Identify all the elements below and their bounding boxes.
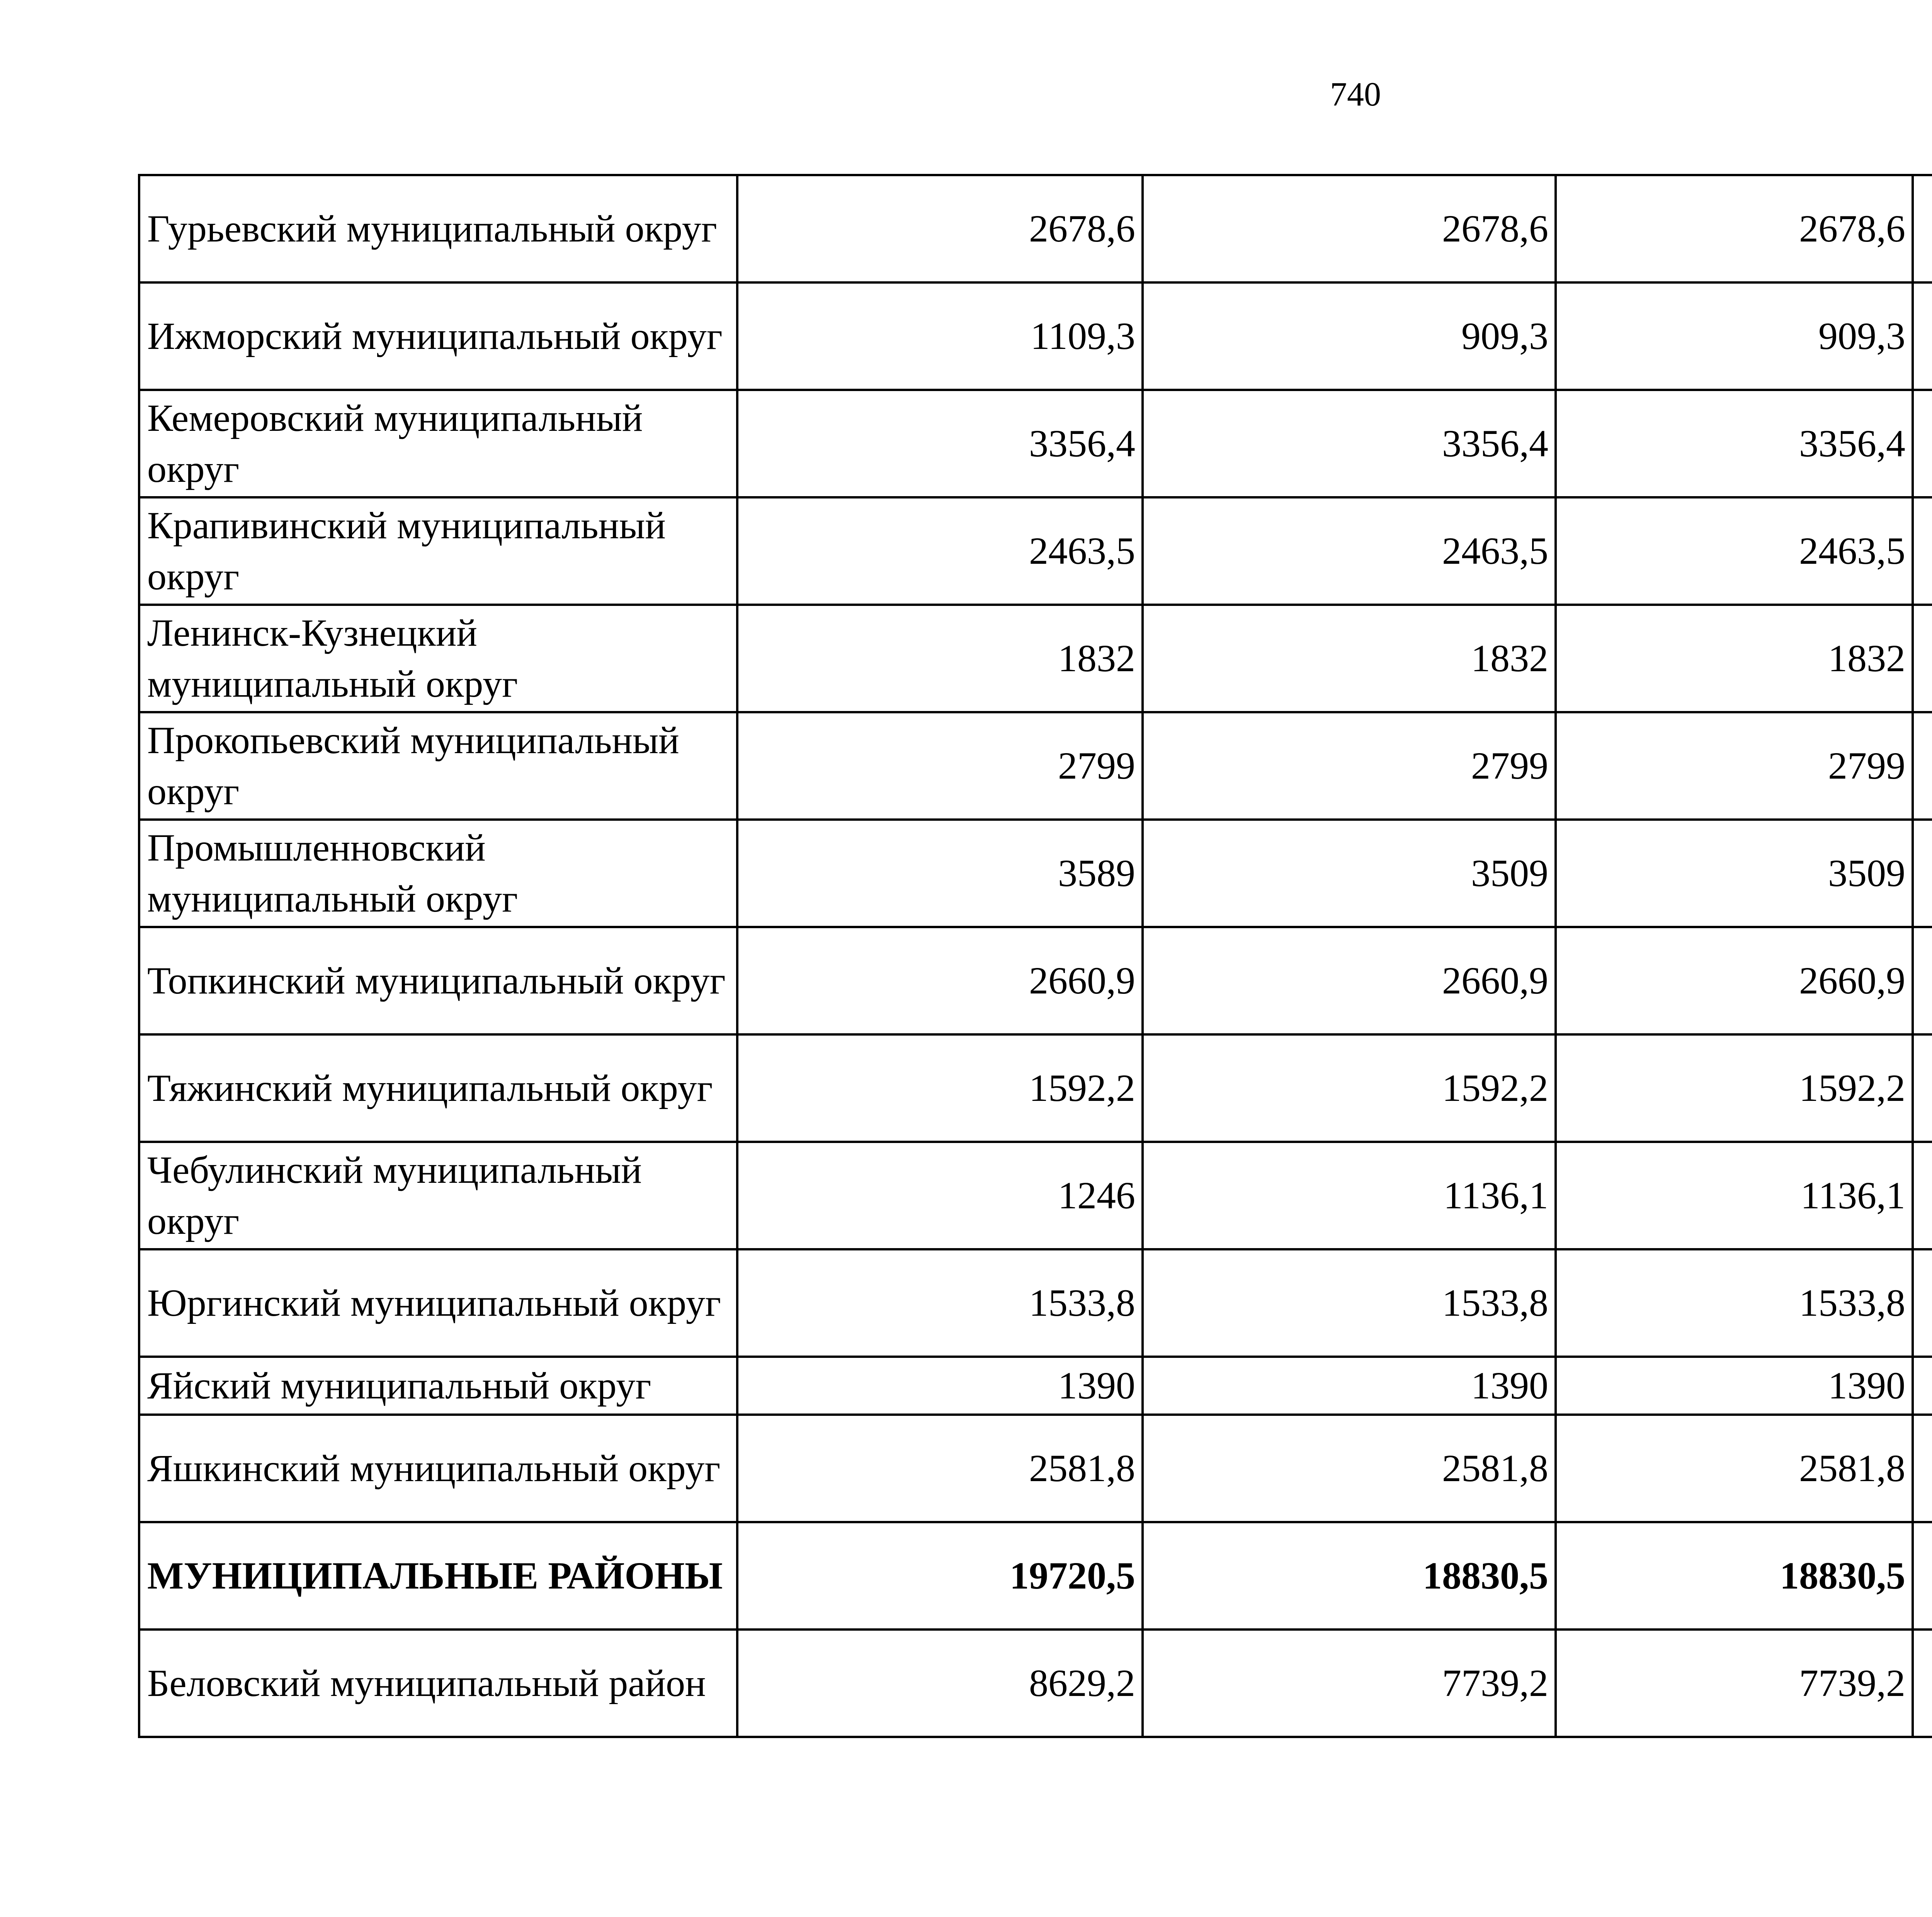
value-cell: 1390: [737, 1357, 1143, 1415]
row-label-cell: Промышленновский муниципальный округ: [139, 820, 737, 927]
value-cell: 3509: [1556, 820, 1913, 927]
value-cell: 1136,1: [1556, 1142, 1913, 1249]
value-cell: [1913, 497, 1932, 605]
table-row: [139, 1357, 1932, 1415]
table-row: [139, 1630, 1932, 1737]
table-row: [139, 1034, 1932, 1142]
table-row: [139, 605, 1932, 712]
value-cell: 2678,6: [1143, 175, 1556, 282]
value-cell: [1913, 282, 1932, 390]
row-label-cell: Яйский муниципальный округ: [139, 1357, 737, 1415]
value-cell: [1913, 1630, 1932, 1737]
value-cell: [1913, 175, 1932, 282]
row-label-cell: Юргинский муниципальный округ: [139, 1249, 737, 1357]
value-cell: [1913, 605, 1932, 712]
value-cell: 1592,2: [1143, 1034, 1556, 1142]
table-row: [139, 1142, 1932, 1249]
page-number: 740: [1330, 76, 1381, 113]
value-cell: 2581,8: [1143, 1415, 1556, 1522]
value-cell: [1913, 927, 1932, 1034]
value-cell: 2463,5: [1556, 497, 1913, 605]
row-label-cell: Гурьевский муниципальный округ: [139, 175, 737, 282]
value-cell: 2678,6: [1556, 175, 1913, 282]
value-cell: [1913, 1249, 1932, 1357]
value-cell: 2463,5: [1143, 497, 1556, 605]
table-row: [139, 390, 1932, 497]
value-cell: 1390: [1143, 1357, 1556, 1415]
value-cell: 18830,5: [1556, 1522, 1913, 1630]
value-cell: [1913, 1357, 1932, 1415]
value-cell: 1109,3: [737, 282, 1143, 390]
table-row: [139, 175, 1932, 282]
value-cell: 7739,2: [1143, 1630, 1556, 1737]
value-cell: 2799: [737, 712, 1143, 820]
row-label-cell: Ижморский муниципальный округ: [139, 282, 737, 390]
value-cell: 1592,2: [1556, 1034, 1913, 1142]
table-row: [139, 282, 1932, 390]
value-cell: 2678,6: [737, 175, 1143, 282]
row-label-cell: Беловский муниципальный район: [139, 1630, 737, 1737]
value-cell: 2581,8: [1556, 1415, 1913, 1522]
value-cell: 2660,9: [1556, 927, 1913, 1034]
row-label-cell: Топкинский муниципальный округ: [139, 927, 737, 1034]
value-cell: 1246: [737, 1142, 1143, 1249]
value-cell: 2799: [1556, 712, 1913, 820]
value-cell: [1913, 1522, 1932, 1630]
table-row: [139, 1249, 1932, 1357]
value-cell: [1913, 1034, 1932, 1142]
value-cell: 909,3: [1143, 282, 1556, 390]
value-cell: [1913, 390, 1932, 497]
value-cell: 1533,8: [1556, 1249, 1913, 1357]
table-row: [139, 497, 1932, 605]
value-cell: [1913, 712, 1932, 820]
value-cell: 2581,8: [737, 1415, 1143, 1522]
value-cell: 2463,5: [737, 497, 1143, 605]
value-cell: [1913, 1415, 1932, 1522]
value-cell: 19720,5: [737, 1522, 1143, 1630]
value-cell: 2660,9: [737, 927, 1143, 1034]
table-row: [139, 712, 1932, 820]
value-cell: 3589: [737, 820, 1143, 927]
value-cell: 2799: [1143, 712, 1556, 820]
table-row: [139, 1522, 1932, 1630]
value-cell: [1913, 1142, 1932, 1249]
value-cell: 1592,2: [737, 1034, 1143, 1142]
value-cell: 1832: [1143, 605, 1556, 712]
value-cell: 909,3: [1556, 282, 1913, 390]
row-label-cell: Чебулинский муниципальный округ: [139, 1142, 737, 1249]
value-cell: 1533,8: [1143, 1249, 1556, 1357]
value-cell: 1390: [1556, 1357, 1913, 1415]
value-cell: 3356,4: [737, 390, 1143, 497]
row-label-cell: Крапивинский муниципальный округ: [139, 497, 737, 605]
value-cell: 1832: [737, 605, 1143, 712]
row-label-cell: МУНИЦИПАЛЬНЫЕ РАЙОНЫ: [139, 1522, 737, 1630]
value-cell: 1832: [1556, 605, 1913, 712]
row-label-cell: Ленинск-Кузнецкий муниципальный округ: [139, 605, 737, 712]
table-body: [139, 175, 1932, 1737]
value-cell: 3509: [1143, 820, 1556, 927]
value-cell: 1136,1: [1143, 1142, 1556, 1249]
value-cell: 7739,2: [1556, 1630, 1913, 1737]
value-cell: 3356,4: [1143, 390, 1556, 497]
value-cell: 3356,4: [1556, 390, 1913, 497]
data-table: [138, 174, 1932, 1738]
row-label-cell: Кемеровский муниципальный округ: [139, 390, 737, 497]
row-label-cell: Прокопьевский муниципальный округ: [139, 712, 737, 820]
table-row: [139, 1415, 1932, 1522]
value-cell: 18830,5: [1143, 1522, 1556, 1630]
value-cell: 8629,2: [737, 1630, 1143, 1737]
row-label-cell: Тяжинский муниципальный округ: [139, 1034, 737, 1142]
row-label-cell: Яшкинский муниципальный округ: [139, 1415, 737, 1522]
table-row: [139, 820, 1932, 927]
value-cell: 1533,8: [737, 1249, 1143, 1357]
value-cell: 2660,9: [1143, 927, 1556, 1034]
table-row: [139, 927, 1932, 1034]
value-cell: [1913, 820, 1932, 927]
